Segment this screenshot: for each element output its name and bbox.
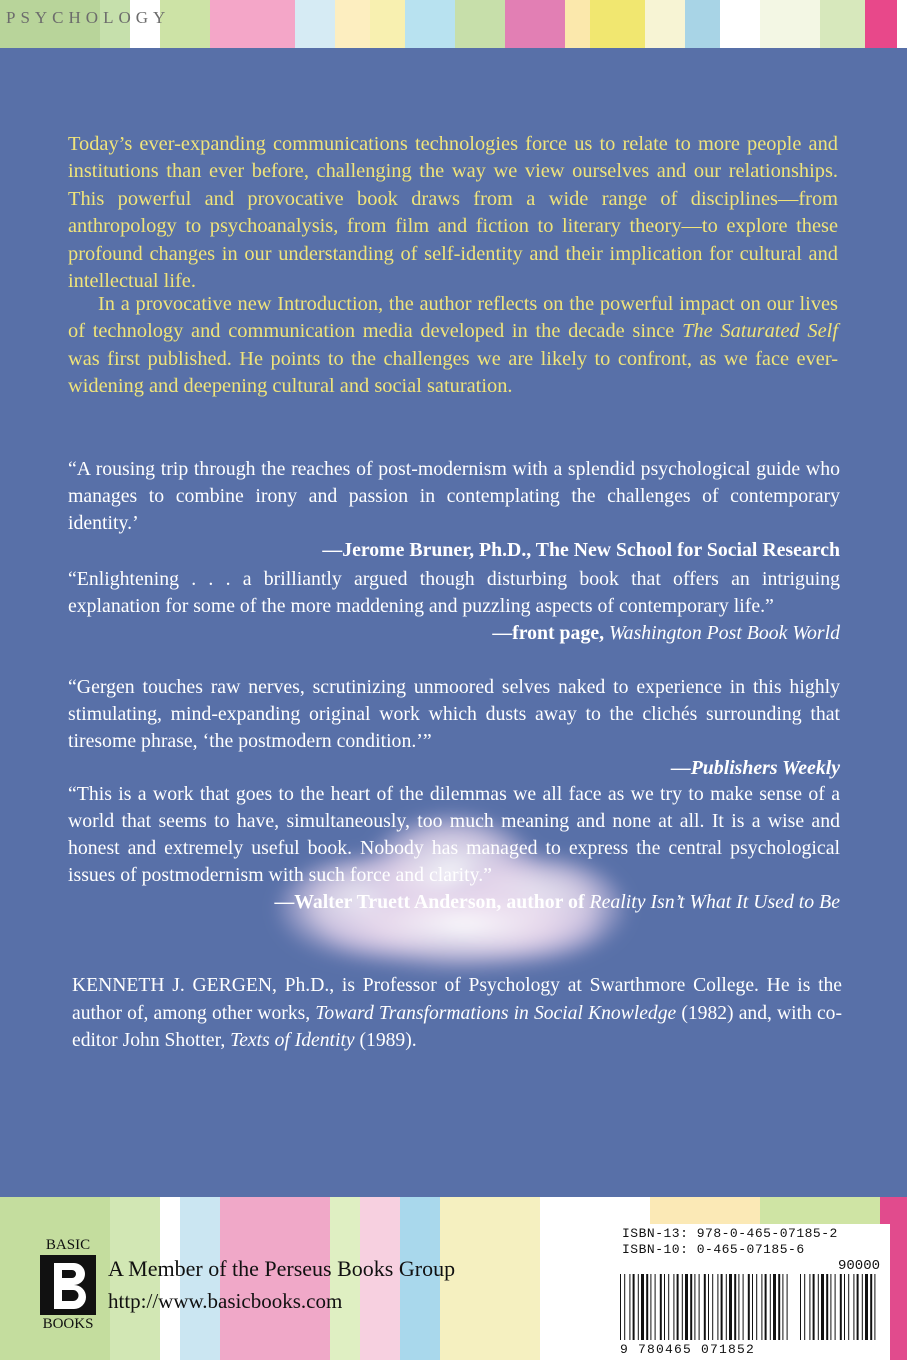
barcode-bar <box>660 1274 662 1340</box>
publisher-url[interactable]: http://www.basicbooks.com <box>108 1289 343 1313</box>
color-stripe <box>590 0 645 48</box>
author-bio: KENNETH J. GERGEN, Ph.D., is Professor of Psychology at Swarthmore College. He is the author of, among other works, Toward Transformations in Social Knowledge (1982) and, with co-editor John Shotter, Texts of Identity (1989). <box>72 975 843 1052</box>
barcode-bar <box>870 1274 872 1340</box>
ean-digits: 9 780465 071852 <box>620 1342 756 1357</box>
barcode-bar <box>782 1274 783 1340</box>
price-code: 90000 <box>837 1258 880 1274</box>
barcode-bar <box>694 1274 695 1340</box>
barcode-bar <box>699 1274 700 1340</box>
addon-barcode-bars <box>800 1274 878 1340</box>
barcode-bar <box>646 1274 648 1340</box>
barcode-bar <box>682 1274 683 1340</box>
barcode-bar <box>729 1274 732 1340</box>
review-quote-1: “A rousing trip through the reaches of post-modernism with a splendid psychological guide who manages to combine irony and passion in contemplating the challenges of contemporary identity.’ —Jerome Bruner, Ph.D., The New School for Social Research <box>68 456 840 564</box>
quote-attribution-2: —front page, Washington Post Book World <box>492 622 840 644</box>
barcode-bar <box>756 1274 757 1340</box>
barcode-bar <box>664 1274 665 1340</box>
color-stripe <box>210 0 295 48</box>
isbn-10: ISBN-10: 0-465-07185-6 <box>622 1242 805 1257</box>
barcode-bar <box>712 1274 713 1340</box>
color-stripe <box>295 0 335 48</box>
barcode-bar <box>726 1274 727 1340</box>
book-title: The Saturated Self <box>682 320 838 343</box>
barcode-bar <box>734 1274 736 1340</box>
barcode-bar <box>690 1274 692 1340</box>
color-stripe <box>505 0 565 48</box>
barcode-bar <box>826 1274 828 1340</box>
quote-attribution-4: —Walter Truett Anderson, author of Reality Isn’t What It Used to Be <box>274 891 840 913</box>
color-stripe <box>370 0 405 48</box>
barcode-bar <box>655 1274 656 1340</box>
barcode-bar <box>862 1274 863 1340</box>
barcode-bar <box>752 1274 753 1340</box>
barcode-bar <box>865 1274 868 1340</box>
isbn-13: ISBN-13: 978-0-465-07185-2 <box>622 1226 838 1241</box>
barcode-bar <box>830 1274 831 1340</box>
barcode-bar <box>809 1274 810 1340</box>
color-stripe <box>865 0 897 48</box>
review-quote-2: “Enlightening . . . a brilliantly argued though disturbing book that offers an intriguing explanation for some of the more maddening and puzzling aspects of contemporary life.” —front page, Washington Post Book World <box>68 566 840 647</box>
barcode-bar <box>840 1274 842 1340</box>
barcode-bar <box>624 1274 625 1340</box>
barcode-bar <box>685 1274 688 1340</box>
barcode-bar <box>857 1274 859 1340</box>
barcode-bar <box>853 1274 854 1340</box>
barcode-bar <box>708 1274 709 1340</box>
category-label: PSYCHOLOGY <box>6 8 171 27</box>
barcode-bar <box>743 1274 744 1340</box>
barcode-bar <box>641 1274 644 1340</box>
barcode-bar <box>821 1274 824 1340</box>
color-stripe <box>685 0 720 48</box>
blurb-paragraph-2: In a provocative new Introduction, the author reflects on the powerful impact on our lives of technology and communication media developed in the decade since The Saturated Self was first published. He points to the challenges we are likely to confront, as we face ever-widening and deepening cultural and social saturation. <box>68 293 838 398</box>
barcode-bar <box>818 1274 819 1340</box>
color-stripe <box>720 0 760 48</box>
ean-barcode-bars <box>620 1274 790 1340</box>
color-stripe <box>565 0 590 48</box>
color-stripe <box>645 0 685 48</box>
barcode-bar <box>761 1274 762 1340</box>
barcode-bar <box>787 1274 788 1340</box>
barcode-bar <box>848 1274 849 1340</box>
barcode-bar <box>668 1274 669 1340</box>
barcode-bar <box>813 1274 815 1340</box>
barcode-bar <box>778 1274 780 1340</box>
barcode-bar <box>748 1274 750 1340</box>
quote-attribution-3: —Publishers Weekly <box>670 757 840 779</box>
barcode-bar <box>633 1274 635 1340</box>
barcode-bar <box>704 1274 706 1340</box>
basic-books-logo: BASIC BOOKS <box>38 1238 98 1334</box>
barcode-bar <box>717 1274 718 1340</box>
quote-attribution-1: —Jerome Bruner, Ph.D., The New School for Social Research <box>322 539 840 561</box>
color-stripe <box>820 0 865 48</box>
barcode-bar <box>770 1274 771 1340</box>
blurb-paragraph-1: Today’s ever-expanding communications technologies force us to relate to more people and institutions than ever before, challenging the way we view ourselves and our relationships. This powerful and provocative book draws from a wide range of disciplines—from anthropology to psychoanalysis, from film and fiction to literary theory—to explore these profound changes in our understanding of self-identity and their implication for cultural and intellectual life. <box>68 133 838 293</box>
barcode-bar <box>800 1274 801 1340</box>
review-quote-3: “Gergen touches raw nerves, scrutinizing unmoored selves naked to experience in this highly stimulating, mind-expanding original work which dusts away to the clichés surrounding that tiresome phrase, ‘the postmodern condition.’” —Publishers Weekly <box>68 674 840 782</box>
barcode-block <box>614 1224 890 1360</box>
author-name: KENNETH J. GERGEN, Ph.D., <box>72 975 335 996</box>
barcode-bar <box>874 1274 875 1340</box>
barcode-bar <box>677 1274 679 1340</box>
barcode-bar <box>773 1274 776 1340</box>
barcode-bar <box>629 1274 630 1340</box>
color-stripe <box>455 0 505 48</box>
color-stripe <box>335 0 370 48</box>
logo-b-icon <box>40 1255 96 1315</box>
color-stripe <box>760 0 820 48</box>
barcode-bar <box>804 1274 805 1340</box>
barcode-bar <box>620 1274 621 1340</box>
barcode-bar <box>844 1274 845 1340</box>
publisher-member-text: A Member of the Perseus Books Group <box>108 1256 456 1281</box>
color-stripe <box>405 0 455 48</box>
barcode-bar <box>835 1274 836 1340</box>
barcode-bar <box>721 1274 723 1340</box>
barcode-bar <box>673 1274 674 1340</box>
barcode-bar <box>738 1274 739 1340</box>
barcode-bar <box>765 1274 767 1340</box>
barcode-bar <box>638 1274 639 1340</box>
review-quote-4: “This is a work that goes to the heart of the dilemmas we all face as we try to make sense of a world that seems to have, simultaneously, too much meaning and none at all. It is a wise and honest and extremely useful book. Nobody has managed to express the central psychological issues of postmodernism with such force and clarity.” —Walter Truett Anderson, author of Reality Isn’t What It Used to Be <box>68 781 840 916</box>
barcode-bar <box>650 1274 651 1340</box>
